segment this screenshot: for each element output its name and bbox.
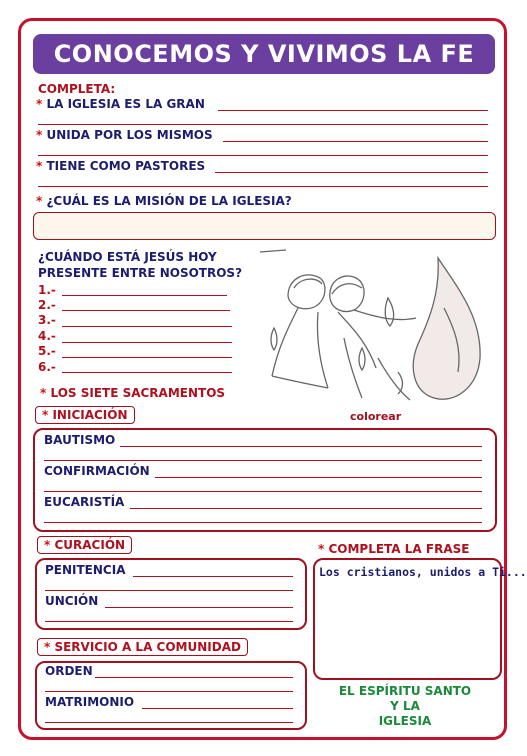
answer-line[interactable] (120, 446, 482, 447)
number-1: 1.- (38, 283, 56, 297)
sacramento-uncion: UNCIÓN (45, 594, 99, 608)
completa-item-2 (36, 128, 213, 142)
mision-answer-box[interactable] (33, 212, 496, 240)
number-5: 5.- (38, 344, 56, 358)
answer-line[interactable] (142, 708, 293, 709)
answer-line[interactable] (44, 491, 482, 492)
answer-line[interactable] (223, 141, 488, 142)
curacion-tag (37, 536, 132, 554)
sacramentos-heading (40, 386, 225, 400)
servicio-tag (37, 638, 248, 656)
bullet-star-icon: * (36, 128, 43, 142)
sacramento-bautismo: BAUTISMO (44, 433, 116, 447)
footer-line-3: IGLESIA (378, 714, 432, 728)
answer-line[interactable] (155, 477, 482, 478)
bullet-star-icon: * (318, 542, 325, 556)
bullet-star-icon: * (36, 159, 43, 173)
mision-question-label: ¿CUÁL ES LA MISIÓN DE LA IGLESIA? (46, 194, 292, 208)
number-4: 4.- (38, 329, 56, 343)
answer-line[interactable] (218, 110, 488, 111)
frase-text: Los cristianos, unidos a Ti... (319, 565, 527, 579)
completa-item-2-label: UNIDA POR LOS MISMOS (46, 128, 213, 142)
bullet-star-icon: * (36, 97, 43, 111)
bullet-star-icon: * (44, 640, 51, 654)
answer-line[interactable] (45, 590, 293, 591)
answer-line[interactable] (105, 607, 293, 608)
answer-line[interactable] (38, 124, 488, 125)
answer-line[interactable] (44, 460, 482, 461)
servicio-label: SERVICIO A LA COMUNIDAD (54, 640, 241, 654)
completa-item-3 (36, 159, 205, 173)
number-3: 3.- (38, 313, 56, 327)
bullet-star-icon: * (44, 538, 51, 552)
iniciacion-tag (35, 406, 135, 424)
presente-question-line2: PRESENTE ENTRE NOSOTROS? (38, 266, 243, 280)
answer-line[interactable] (130, 508, 482, 509)
number-2: 2.- (38, 298, 56, 312)
answer-line[interactable] (62, 326, 232, 327)
answer-line[interactable] (95, 677, 293, 678)
footer-line-2: Y LA (390, 699, 420, 713)
sacramento-eucaristia: EUCARISTÍA (44, 495, 125, 509)
answer-line[interactable] (45, 621, 293, 622)
presente-question-line1: ¿CUÁNDO ESTÁ JESÚS HOY (38, 250, 217, 264)
sacramento-confirmacion: CONFIRMACIÓN (44, 464, 150, 478)
sacramento-orden: ORDEN (45, 664, 93, 678)
answer-line[interactable] (45, 722, 293, 723)
bullet-star-icon: * (36, 194, 43, 208)
sacramento-matrimonio: MATRIMONIO (45, 695, 135, 709)
completa-item-1 (36, 97, 205, 111)
answer-line[interactable] (62, 295, 227, 296)
answer-line[interactable] (215, 172, 488, 173)
footer-line-1: EL ESPÍRITU SANTO (338, 684, 472, 698)
frase-heading (318, 542, 469, 556)
answer-line[interactable] (44, 522, 482, 523)
answer-line[interactable] (62, 372, 232, 373)
illustration-caption: colorear (350, 410, 402, 423)
answer-line[interactable] (62, 310, 230, 311)
answer-line[interactable] (45, 691, 293, 692)
answer-line[interactable] (38, 186, 488, 187)
iniciacion-label: INICIACIÓN (52, 408, 128, 422)
answer-line[interactable] (38, 155, 488, 156)
sacramentos-heading-label: LOS SIETE SACRAMENTOS (50, 386, 226, 400)
bullet-star-icon: * (40, 386, 47, 400)
completa-item-1-label: LA IGLESIA ES LA GRAN (46, 97, 205, 111)
page-title: CONOCEMOS Y VIVIMOS LA FE (33, 34, 495, 74)
pentecost-illustration (258, 248, 488, 408)
sacramento-penitencia: PENITENCIA (45, 563, 126, 577)
frase-heading-label: COMPLETA LA FRASE (328, 542, 470, 556)
answer-line[interactable] (62, 357, 232, 358)
completa-item-3-label: TIENE COMO PASTORES (46, 159, 206, 173)
answer-line[interactable] (62, 342, 232, 343)
bullet-star-icon: * (42, 408, 49, 422)
completa-heading: COMPLETA: (38, 82, 116, 96)
number-6: 6.- (38, 360, 56, 374)
mision-question (36, 194, 292, 208)
answer-line[interactable] (133, 576, 293, 577)
curacion-label: CURACIÓN (54, 538, 126, 552)
